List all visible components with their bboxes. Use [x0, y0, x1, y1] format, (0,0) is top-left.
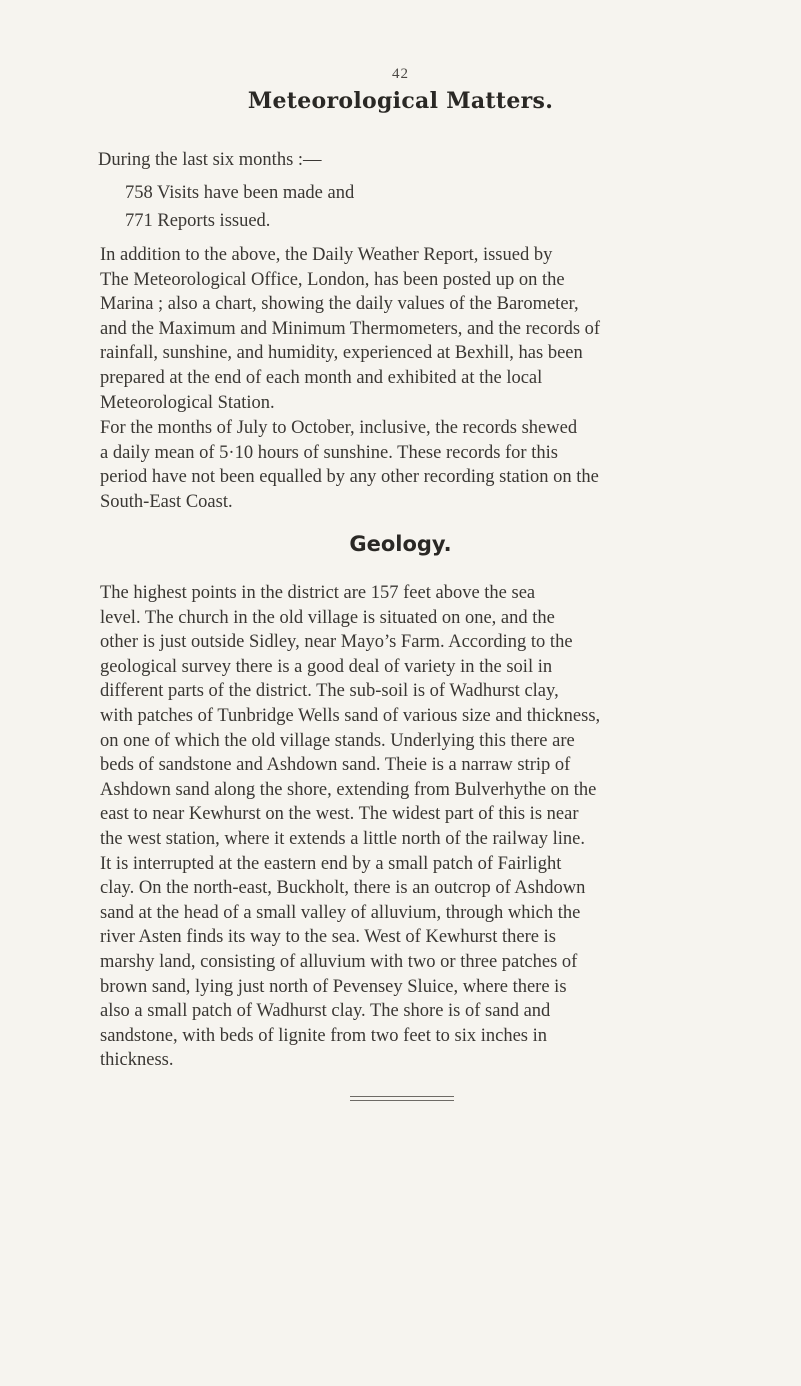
paragraph-line: also a small patch of Wadhurst clay. The shore is of sand and: [100, 1001, 551, 1022]
paragraph-line: east to near Kewhurst on the west. The widest part of this is near: [100, 804, 579, 825]
paragraph-line: Marina ; also a chart, showing the daily values of the Barometer,: [100, 294, 579, 315]
paragraph-line: river Asten finds its way to the sea. West of Kewhurst there is: [100, 927, 556, 948]
paragraph-line: level. The church in the old village is situated on one, and the: [100, 607, 555, 628]
meteorological-heading: Meteorological Matters.: [247, 88, 554, 114]
paragraph-line: and the Maximum and Minimum Thermometers, and the records of: [100, 318, 601, 339]
paragraph-line: South-East Coast.: [100, 491, 233, 512]
paragraph-line: period have not been equalled by any other recording station on the: [100, 467, 599, 488]
paragraph-line: For the months of July to October, inclusive, the records shewed: [100, 418, 578, 438]
paragraph-line: different parts of the district. The sub-soil is of Wadhurst clay,: [100, 681, 559, 702]
geology-paragraph: [70, 581, 730, 1073]
paragraph-line: The Meteorological Office, London, has been posted up on the: [100, 269, 565, 290]
paragraph-line: clay. On the north-east, Buckholt, there is an outcrop of Ashdown: [100, 878, 586, 899]
geology-heading: Geology.: [349, 532, 452, 556]
paragraph-line: other is just outside Sidley, near Mayo’s Farm. According to the: [100, 632, 573, 653]
paragraph-line: marshy land, consisting of alluvium with two or three patches of: [100, 951, 578, 972]
paragraph-line: sand at the head of a small valley of alluvium, through which the: [100, 902, 581, 923]
paragraph-line: thickness.: [100, 1050, 174, 1071]
weather-report-paragraph: [70, 243, 730, 415]
paragraph-line: beds of sandstone and Ashdown sand. Theie is a narraw strip of: [100, 755, 571, 776]
paragraph-line: prepared at the end of each month and exhibited at the local: [100, 367, 543, 388]
paragraph-line: Ashdown sand along the shore, extending from Bulverhythe on the: [100, 779, 597, 800]
paragraph-line: It is interrupted at the eastern end by a small patch of Fairlight: [100, 853, 562, 874]
page-number: 42: [392, 66, 409, 82]
rule-line-bottom: [350, 1100, 454, 1101]
paragraph-line: Meteorological Station.: [100, 392, 275, 413]
paragraph-line: the west station, where it extends a little north of the railway line.: [100, 828, 585, 849]
rule-line-top: [350, 1096, 454, 1097]
paragraph-line: on one of which the old village stands. Underlying this there are: [100, 730, 575, 751]
paragraph-line: brown sand, lying just north of Pevensey Sluice, where there is: [100, 976, 567, 997]
paragraph-line: with patches of Tunbridge Wells sand of various size and thickness,: [100, 705, 601, 726]
paragraph-line: geological survey there is a good deal of variety in the soil in: [100, 656, 553, 677]
end-rule: [350, 1096, 454, 1104]
paragraph-line: a daily mean of 5·10 hours of sunshine. These records for this: [100, 442, 558, 463]
sunshine-paragraph: [70, 416, 730, 514]
paragraph-line: In addition to the above, the Daily Weather Report, issued by: [100, 245, 553, 265]
reports-stat: 771 Reports issued.: [125, 211, 271, 231]
paragraph-line: rainfall, sunshine, and humidity, experienced at Bexhill, has been: [100, 343, 583, 364]
paragraph-line: The highest points in the district are 157 feet above the sea: [100, 583, 536, 603]
intro-text: During the last six months :—: [98, 150, 322, 170]
paragraph-line: sandstone, with beds of lignite from two feet to six inches in: [100, 1025, 548, 1046]
visits-stat: 758 Visits have been made and: [125, 183, 355, 203]
